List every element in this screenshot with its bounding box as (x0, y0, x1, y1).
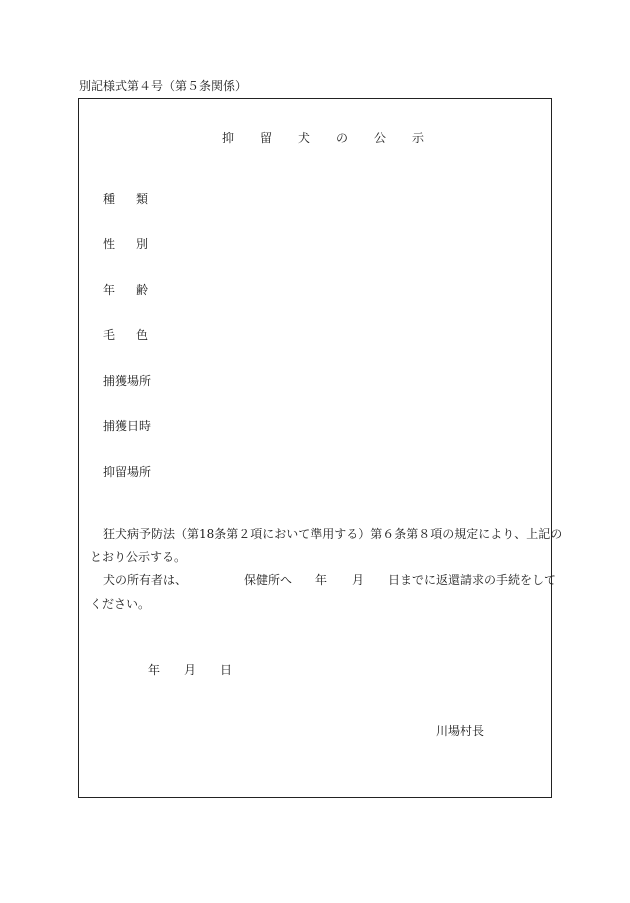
owner-notice-year: 年 (315, 573, 328, 587)
field-label-capture-datetime: 捕獲日時 (103, 419, 152, 433)
notice-title: 抑留犬の公示 (222, 131, 451, 145)
date-month: 月 (184, 663, 197, 677)
signature-mayor: 川場村長 (436, 724, 485, 738)
owner-notice-deadline: 日までに返還請求の手続をして (388, 573, 557, 587)
field-label-capture-place: 捕獲場所 (103, 374, 152, 388)
field-label-sex: 性別 (103, 237, 170, 251)
field-label-type: 種類 (103, 192, 170, 206)
field-label-coat-color: 毛色 (103, 328, 170, 342)
owner-notice-line-2: ください。 (90, 597, 151, 611)
legal-basis-line-1: 狂犬病予防法（第18条第２項において準用する）第６条第８項の規定により、上記の (103, 527, 563, 541)
field-label-detention-place: 抑留場所 (103, 465, 152, 479)
owner-notice-month: 月 (352, 573, 365, 587)
legal-basis-line-2: とおり公示する。 (90, 550, 187, 564)
date-day: 日 (220, 663, 233, 677)
owner-notice-lead: 犬の所有者は、 (103, 573, 188, 587)
field-label-age: 年齢 (103, 283, 170, 297)
form-reference: 別記様式第４号（第５条関係） (79, 79, 248, 93)
date-year: 年 (148, 663, 161, 677)
owner-notice-clinic: 保健所へ (244, 573, 293, 587)
